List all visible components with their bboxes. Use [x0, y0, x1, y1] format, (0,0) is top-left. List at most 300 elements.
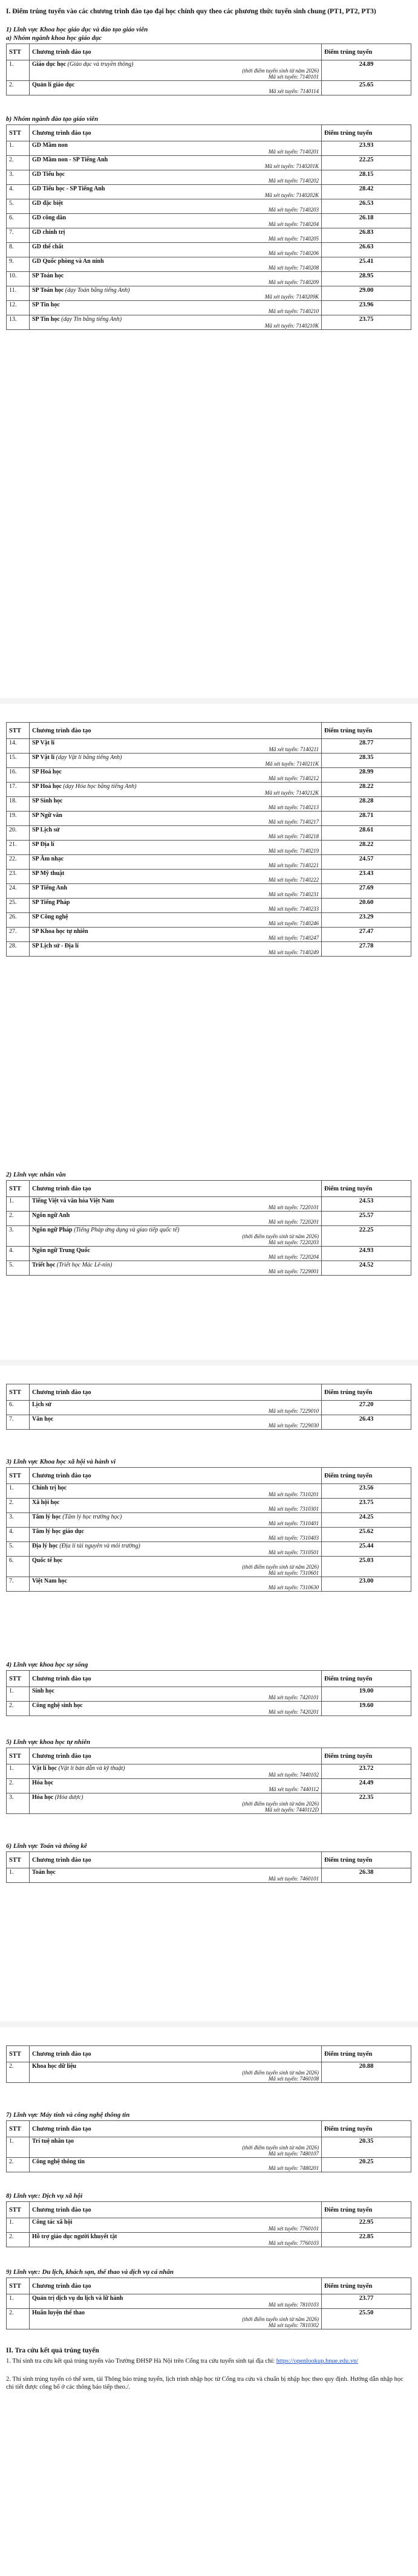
code-label: Mã xét tuyển: — [264, 790, 295, 796]
row-score: 25.57 — [322, 1212, 411, 1226]
program-code — [32, 848, 319, 854]
row-score: 23.43 — [322, 870, 411, 884]
program-code — [32, 1422, 319, 1428]
row-score: 22.35 — [322, 1793, 411, 1814]
code-value: 7140219 — [299, 848, 319, 854]
code-value: 7140221 — [299, 862, 319, 868]
code-value: 7140202K — [296, 192, 319, 198]
program-name-text: Hóa học — [32, 1780, 54, 1786]
row-stt: 1. — [7, 1484, 30, 1499]
row-stt: 4. — [7, 1528, 30, 1542]
program-name — [32, 856, 319, 862]
row-score: 23.75 — [322, 1499, 411, 1513]
code-label: Mã xét tuyển: — [268, 2240, 299, 2246]
code-value: 7140246 — [299, 920, 319, 926]
code-label: Mã xét tuyển: — [268, 2226, 299, 2232]
row-stt: 18. — [7, 797, 30, 812]
row-stt: 5. — [7, 1542, 30, 1557]
row-stt: 1. — [7, 1687, 30, 1702]
program-name-text: Giáo dục học — [32, 61, 67, 68]
code-label: Mã xét tuyển: — [268, 1549, 299, 1555]
row-program — [30, 1702, 322, 1716]
row-score: 24.93 — [322, 1247, 411, 1261]
row-stt: 2. — [7, 2309, 30, 2329]
row-program — [30, 1764, 322, 1779]
code-label: Mã xét tuyển: — [268, 1254, 299, 1260]
program-code — [32, 265, 319, 271]
program-name-text: GD đặc biệt — [32, 200, 64, 207]
row-score: 26.38 — [322, 1868, 411, 1883]
table-row — [7, 156, 411, 170]
code-label: Mã xét tuyển: — [268, 308, 299, 314]
program-code — [32, 920, 319, 926]
program-code — [32, 1570, 319, 1576]
row-program — [30, 2218, 322, 2233]
program-code — [32, 906, 319, 912]
score-table — [6, 2120, 411, 2172]
program-name — [32, 2138, 319, 2145]
code-value: 7420201 — [299, 1709, 319, 1715]
program-code — [32, 1520, 319, 1526]
row-stt: 4. — [7, 1247, 30, 1261]
row-stt: 15. — [7, 754, 30, 768]
program-name — [32, 1528, 319, 1535]
header-stt: STT — [7, 1671, 30, 1687]
table-row — [7, 141, 411, 156]
header-score: Điểm trúng tuyển — [322, 1181, 411, 1197]
code-label: Mã xét tuyển: — [269, 1786, 299, 1792]
program-name — [32, 1869, 319, 1876]
header-program: Chương trình đào tạo — [30, 1748, 322, 1764]
row-program — [30, 1528, 322, 1542]
table-row — [7, 1261, 411, 1276]
score-table — [6, 2277, 411, 2329]
code-value: 7220204 — [299, 1254, 319, 1260]
row-score: 24.89 — [322, 60, 411, 81]
code-value: 7480107 — [299, 2151, 319, 2157]
program-name — [32, 1227, 319, 1233]
row-stt: 6. — [7, 1401, 30, 1415]
program-subtitle: (Tiếng Pháp ứng dụng và giao tiếp quốc tế) — [74, 1227, 180, 1233]
header-program: Chương trình đào tạo — [30, 1852, 322, 1868]
table-row — [7, 855, 411, 870]
program-note: (thời điểm tuyển sinh từ năm 2026) — [242, 2316, 319, 2322]
header-program: Chương trình đào tạo — [30, 2202, 322, 2218]
program-name — [32, 229, 319, 236]
header-stt: STT — [7, 1181, 30, 1197]
code-label: Mã xét tuyển: — [268, 1694, 299, 1700]
code-label: Mã xét tuyển: — [268, 848, 299, 854]
program-name — [32, 287, 319, 294]
row-stt: 2. — [7, 2233, 30, 2247]
code-label: Mã xét tuyển: — [268, 2151, 299, 2157]
row-stt: 17. — [7, 783, 30, 797]
code-value: 7140209 — [299, 279, 319, 285]
header-score: Điểm trúng tuyển — [322, 2278, 411, 2294]
program-code — [32, 1535, 319, 1541]
section-heading: 1) Lĩnh vực Khoa học giáo dục và đào tạo giáo viên — [6, 26, 148, 33]
program-subtitle: (dạy Vật lí bằng tiếng Anh) — [56, 754, 122, 761]
row-program — [30, 185, 322, 199]
row-stt: 24. — [7, 884, 30, 899]
program-note: (thời điểm tuyển sinh từ năm 2026) — [242, 2070, 319, 2076]
row-stt: 19. — [7, 812, 30, 826]
code-label: Mã xét tuyển: — [268, 1709, 299, 1715]
code-value: 7140203 — [299, 207, 319, 213]
row-program — [30, 2137, 322, 2158]
table-row — [7, 2062, 411, 2083]
program-name-text: GD Mầm non — [32, 142, 68, 149]
row-score: 24.52 — [322, 1261, 411, 1276]
code-value: 7140247 — [299, 935, 319, 941]
row-score: 27.78 — [322, 942, 411, 957]
table-header-row — [7, 1384, 411, 1401]
row-stt: 9. — [7, 257, 30, 272]
row-stt: 10. — [7, 272, 30, 286]
table-row — [7, 1484, 411, 1499]
section-heading: b) Nhóm ngành đào tạo giáo viên — [6, 115, 99, 123]
row-score: 28.35 — [322, 754, 411, 768]
code-value: 7220201 — [299, 1219, 319, 1225]
code-label: Mã xét tuyển: — [268, 236, 299, 242]
table-row — [7, 2218, 411, 2233]
row-stt: 1. — [7, 2137, 30, 2158]
header-score: Điểm trúng tuyển — [322, 1748, 411, 1764]
row-score: 29.00 — [322, 286, 411, 301]
code-label: Mã xét tuyển: — [268, 949, 299, 955]
code-label: Mã xét tuyển: — [268, 1491, 299, 1497]
section-heading: 2) Lĩnh vực nhân văn — [6, 1171, 66, 1178]
table-row — [7, 1557, 411, 1577]
program-name — [32, 740, 319, 746]
row-score: 24.53 — [322, 1197, 411, 1212]
program-code — [32, 862, 319, 868]
code-label: Mã xét tuyển: — [268, 1876, 299, 1882]
program-code — [32, 2151, 319, 2157]
row-score: 20.88 — [322, 2062, 411, 2083]
row-score: 23.00 — [322, 1577, 411, 1592]
row-score: 28.42 — [322, 185, 411, 199]
row-stt: 26. — [7, 913, 30, 928]
program-note: (thời điểm tuyển sinh từ năm 2026) — [242, 1233, 319, 1239]
row-program — [30, 228, 322, 243]
row-program — [30, 1687, 322, 1702]
program-name-text: Tâm lý học giáo dục — [32, 1528, 85, 1535]
table-header-row — [7, 44, 411, 60]
header-score: Điểm trúng tuyển — [322, 1468, 411, 1484]
program-code — [32, 279, 319, 285]
code-value: 7310401 — [299, 1520, 319, 1526]
table-header-row — [7, 2121, 411, 2137]
program-name-text: Ngôn ngữ Trung Quốc — [32, 1247, 90, 1254]
row-stt: 1. — [7, 1764, 30, 1779]
row-score: 26.18 — [322, 214, 411, 228]
code-label: Mã xét tuyển: — [268, 265, 299, 271]
program-name-text: GD công dân — [32, 215, 67, 221]
header-stt: STT — [7, 1468, 30, 1484]
code-value: 7140205 — [299, 236, 319, 242]
table-row — [7, 2158, 411, 2172]
row-score: 27.47 — [322, 928, 411, 942]
row-program — [30, 2233, 322, 2247]
score-table — [6, 722, 411, 957]
program-name — [32, 798, 319, 804]
row-score: 28.22 — [322, 841, 411, 855]
header-program: Chương trình đào tạo — [30, 2046, 322, 2062]
row-score: 23.96 — [322, 301, 411, 315]
row-score: 27.20 — [322, 1401, 411, 1415]
code-label: Mã xét tuyển: — [268, 804, 299, 810]
header-stt: STT — [7, 723, 30, 739]
header-stt: STT — [7, 2046, 30, 2062]
program-name-text: SP Công nghệ — [32, 914, 68, 920]
program-code — [32, 236, 319, 242]
program-code — [32, 790, 319, 796]
section-heading: 6) Lĩnh vực Toán và thống kê — [6, 1842, 87, 1850]
program-code — [32, 1506, 319, 1512]
row-program — [30, 2158, 322, 2172]
row-score: 24.25 — [322, 1513, 411, 1528]
table-row — [7, 60, 411, 81]
program-code — [32, 746, 319, 752]
program-code — [32, 891, 319, 897]
program-code — [32, 1254, 319, 1260]
program-name-text: SP Vật lí — [32, 740, 55, 746]
row-stt: 23. — [7, 870, 30, 884]
section-heading: a) Nhóm ngành khoa học giáo dục — [6, 34, 102, 42]
row-program — [30, 243, 322, 257]
program-name-text: SP Tiếng Anh — [32, 885, 67, 891]
header-program: Chương trình đào tạo — [30, 1671, 322, 1687]
program-code — [32, 149, 319, 155]
code-value: 7460101 — [299, 1876, 319, 1882]
row-stt: 1. — [7, 1868, 30, 1883]
code-label: Mã xét tuyển: — [264, 192, 295, 198]
program-code — [32, 1876, 319, 1882]
program-name — [32, 186, 319, 192]
table-row — [7, 243, 411, 257]
program-name-text: SP Hoá học — [32, 769, 62, 775]
table-row — [7, 826, 411, 841]
program-name-text: Trí tuệ nhân tạo — [32, 2138, 74, 2145]
row-score: 28.71 — [322, 812, 411, 826]
row-stt: 25. — [7, 899, 30, 913]
table-row — [7, 1226, 411, 1247]
table-row — [7, 1687, 411, 1702]
program-subtitle: (dạy Tin bằng tiếng Anh) — [61, 316, 122, 323]
table-row — [7, 754, 411, 768]
program-name-text: Công tác xã hội — [32, 2219, 73, 2226]
program-name — [32, 61, 319, 68]
program-name — [32, 316, 319, 323]
code-label: Mã xét tuyển: — [269, 88, 299, 94]
row-score: 25.41 — [322, 257, 411, 272]
page-2 — [0, 704, 418, 1366]
paragraph-2: 2. Thí sinh trúng tuyển có thể xem, tải Thông báo trúng tuyển, lịch trình nhập học từ Cổng tra cứu và chuẩn bị nhập học theo quy định. Hướng dẫn nhập học chi tiết được công bố ở các thông báo tiếp theo./. — [6, 2376, 403, 2390]
score-table — [6, 1851, 411, 1883]
program-subtitle: (Tâm lý học trường học) — [62, 1514, 122, 1520]
table-row — [7, 768, 411, 783]
code-value: 7140217 — [299, 819, 319, 825]
row-program — [30, 81, 322, 95]
row-stt: 2. — [7, 1779, 30, 1793]
row-program — [30, 1197, 322, 1212]
lookup-link[interactable]: https://openlookup.hnue.edu.vn/ — [276, 2358, 359, 2365]
program-name-text: SP Lịch sử - Địa lí — [32, 943, 79, 949]
code-label: Mã xét tuyển: — [268, 1268, 299, 1274]
program-code — [32, 1772, 319, 1778]
header-score: Điểm trúng tuyển — [322, 125, 411, 141]
row-score: 20.60 — [322, 899, 411, 913]
program-name — [32, 171, 319, 178]
row-stt: 3. — [7, 1226, 30, 1247]
table-row — [7, 2309, 411, 2329]
program-name-text: SP Khoa học tự nhiên — [32, 928, 88, 935]
header-stt: STT — [7, 44, 30, 60]
code-label: Mã xét tuyển: — [268, 1219, 299, 1225]
program-code — [32, 877, 319, 883]
header-stt: STT — [7, 2278, 30, 2294]
program-code — [32, 1408, 319, 1414]
program-name-text: Xã hội học — [32, 1499, 60, 1506]
table-row — [7, 1212, 411, 1226]
code-value: 7460108 — [299, 2076, 319, 2082]
program-name-text: Việt Nam học — [32, 1578, 67, 1584]
row-stt: 3. — [7, 1793, 30, 1814]
row-program — [30, 1577, 322, 1592]
score-table — [6, 2045, 411, 2083]
row-stt: 2. — [7, 81, 30, 95]
row-stt: 2. — [7, 1212, 30, 1226]
program-name — [32, 1794, 319, 1801]
program-name-text: SP Lịch sử — [32, 827, 60, 833]
program-name-text: Huấn luyện thể thao — [32, 2310, 85, 2316]
code-label: Mã xét tuyển: — [268, 221, 299, 227]
program-name-text: SP Ngữ văn — [32, 812, 62, 819]
row-program — [30, 315, 322, 330]
program-code — [32, 323, 319, 329]
program-name-text: GD Tiểu học - SP Tiếng Anh — [32, 186, 105, 192]
row-stt: 28. — [7, 942, 30, 957]
score-table — [6, 44, 411, 95]
code-value: 7760101 — [299, 2226, 319, 2232]
code-label: Mã xét tuyển: — [264, 163, 295, 169]
row-stt: 2. — [7, 156, 30, 170]
row-program — [30, 214, 322, 228]
row-program — [30, 1557, 322, 1577]
row-stt: 27. — [7, 928, 30, 942]
row-stt: 20. — [7, 826, 30, 841]
program-name — [32, 1262, 319, 1268]
program-code — [32, 1786, 319, 1792]
code-value: 7140212 — [299, 775, 319, 781]
row-score: 26.63 — [322, 243, 411, 257]
table-row — [7, 1513, 411, 1528]
code-label: Mã xét tuyển: — [268, 1535, 299, 1541]
program-name-text: Văn học — [32, 1416, 54, 1422]
code-label: Mã xét tuyển: — [268, 920, 299, 926]
code-label: Mã xét tuyển: — [268, 1204, 299, 1210]
program-name — [32, 1578, 319, 1584]
code-label: Mã xét tuyển: — [268, 2302, 299, 2308]
paragraph-1-text: 1. Thí sinh tra cứu kết quả trúng tuyển vào Trường ĐHSP Hà Nội trên Cổng tra cứu tuyển sinh tại địa chỉ: — [6, 2358, 275, 2365]
program-note: (thời điểm tuyển sinh từ năm 2026) — [242, 1801, 319, 1807]
program-name-text: SP Âm nhạc — [32, 856, 64, 862]
program-name-text: SP Tin học — [32, 316, 60, 323]
program-name — [32, 885, 319, 891]
row-program — [30, 141, 322, 156]
program-name — [32, 1198, 319, 1204]
row-stt: 2. — [7, 2158, 30, 2172]
program-code — [32, 1239, 319, 1245]
table-row — [7, 185, 411, 199]
score-table — [6, 1748, 411, 1814]
table-row — [7, 301, 411, 315]
section-heading: 4) Lĩnh vực khoa học sự sống — [6, 1661, 88, 1668]
row-program — [30, 1793, 322, 1814]
code-label: Mã xét tuyển: — [265, 761, 295, 767]
row-program — [30, 739, 322, 754]
row-stt: 11. — [7, 286, 30, 301]
header-stt: STT — [7, 1852, 30, 1868]
table-row — [7, 1247, 411, 1261]
score-table — [6, 2201, 411, 2247]
code-label: Mã xét tuyển: — [268, 149, 299, 155]
header-program: Chương trình đào tạo — [30, 2121, 322, 2137]
program-name — [32, 769, 319, 775]
row-program — [30, 841, 322, 855]
row-score: 26.83 — [322, 228, 411, 243]
row-program — [30, 156, 322, 170]
program-code — [32, 192, 319, 198]
row-program — [30, 1212, 322, 1226]
row-stt: 1. — [7, 2218, 30, 2233]
row-score: 25.62 — [322, 1528, 411, 1542]
code-value: 7440112 — [300, 1786, 319, 1792]
header-program: Chương trình đào tạo — [30, 2278, 322, 2294]
header-stt: STT — [7, 1384, 30, 1401]
header-stt: STT — [7, 125, 30, 141]
program-code — [32, 1709, 319, 1715]
row-program — [30, 1499, 322, 1513]
table-row — [7, 286, 411, 301]
section-heading: 5) Lĩnh vực khoa học tự nhiên — [6, 1738, 91, 1746]
score-table — [6, 124, 411, 330]
table-row — [7, 257, 411, 272]
header-stt: STT — [7, 2202, 30, 2218]
program-name — [32, 2063, 319, 2070]
program-code — [32, 1219, 319, 1225]
row-stt: 3. — [7, 170, 30, 185]
code-value: 7440102 — [299, 1772, 319, 1778]
program-name — [32, 1499, 319, 1506]
table-row — [7, 870, 411, 884]
header-score: Điểm trúng tuyển — [322, 44, 411, 60]
page-1 — [0, 0, 418, 704]
section-heading: 7) Lĩnh vực Máy tính và công nghệ thông tin — [6, 2111, 130, 2119]
code-value: 7310301 — [299, 1506, 319, 1512]
program-name — [32, 157, 319, 163]
row-program — [30, 826, 322, 841]
program-name — [32, 1514, 319, 1520]
table-row — [7, 884, 411, 899]
header-program: Chương trình đào tạo — [30, 44, 322, 60]
program-subtitle: (Vật lí bán dẫn và kỹ thuật) — [58, 1765, 125, 1772]
row-program — [30, 899, 322, 913]
row-program — [30, 301, 322, 315]
code-label: Mã xét tuyển: — [268, 1506, 299, 1512]
row-program — [30, 170, 322, 185]
